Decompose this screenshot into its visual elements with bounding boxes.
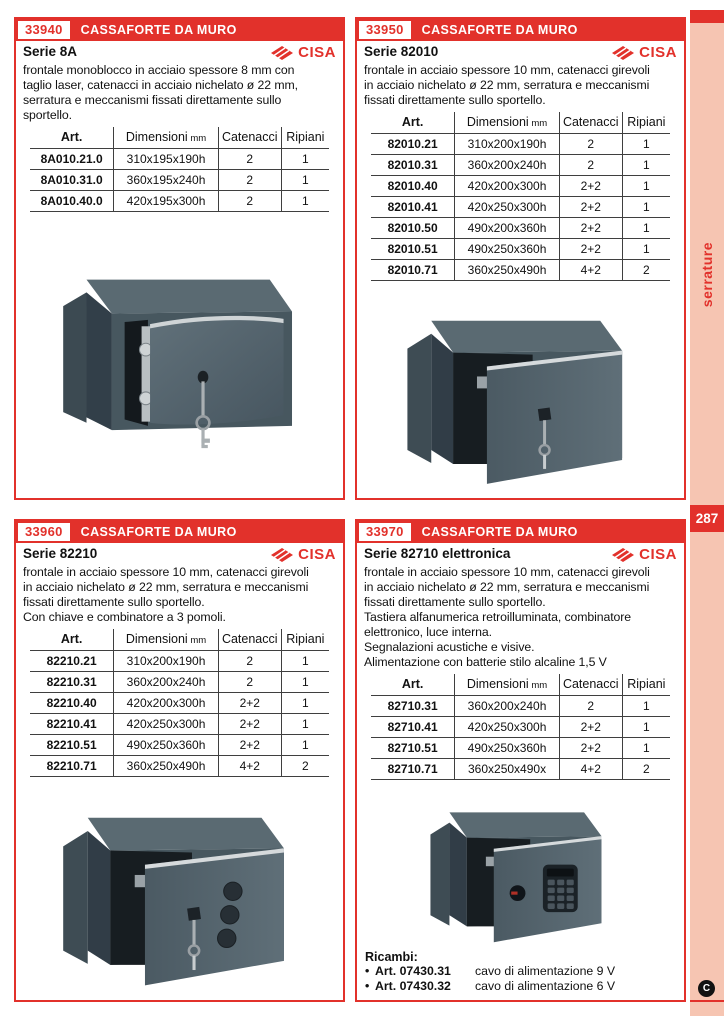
description — [23, 63, 336, 123]
panel-header — [16, 521, 343, 543]
description-line: taglio laser, catenacci in acciaio nichelato ø 22 mm, — [23, 78, 298, 92]
product-photo-closed-safe — [23, 214, 336, 495]
page-number-badge: 287 — [690, 505, 724, 532]
category-label — [690, 220, 724, 330]
ricambi-description: cavo di alimentazione 6 V — [475, 979, 616, 993]
description-line: frontale monoblocco in acciaio spessore 8 mm con — [23, 63, 295, 77]
table-header-row — [30, 127, 329, 148]
article-code: 82710.41 — [371, 716, 455, 737]
panel-title: CASSAFORTE DA MURO — [80, 525, 237, 539]
description-line: fissati direttamente sullo sportello. — [364, 93, 546, 107]
table-row — [371, 196, 670, 217]
column-header: Ripiani — [622, 112, 670, 133]
spec-cell: 4+2 — [559, 758, 622, 779]
spec-cell: 360x200x240h — [114, 671, 219, 692]
column-header: Ripiani — [622, 674, 670, 695]
column-header: Dimensioni mm — [114, 127, 219, 148]
catalog-code: 33940 — [18, 21, 70, 39]
article-code: 82010.31 — [371, 154, 455, 175]
article-code: 8A010.31.0 — [30, 169, 114, 190]
product-photo-open-safe — [364, 283, 677, 495]
table-row — [30, 755, 329, 776]
table-row — [30, 650, 329, 671]
spec-cell: 1 — [281, 169, 329, 190]
column-header: Art. — [30, 629, 114, 650]
panel-header — [357, 19, 684, 41]
article-code: 82210.71 — [30, 755, 114, 776]
article-code: 82010.51 — [371, 238, 455, 259]
description-line: serratura e meccanismi fissati direttamente sullo — [23, 93, 282, 107]
series-title: Serie 8A — [23, 44, 78, 59]
column-header: Art. — [371, 112, 455, 133]
spec-cell: 360x200x240h — [455, 154, 560, 175]
column-header: Ripiani — [281, 127, 329, 148]
description-line: in acciaio nichelato ø 22 mm, serratura e meccanismi — [23, 580, 309, 594]
column-header: Art. — [30, 127, 114, 148]
ricambi-title: Ricambi: — [365, 950, 418, 964]
table-row — [30, 671, 329, 692]
description-line: Con chiave e combinatore a 3 pomoli. — [23, 610, 226, 624]
panel-title: CASSAFORTE DA MURO — [421, 525, 578, 539]
spec-cell: 2 — [218, 650, 281, 671]
description-line: Tastiera alfanumerica retroilluminata, combinatore — [364, 610, 632, 624]
spec-cell: 420x200x300h — [455, 175, 560, 196]
article-code: 8A010.21.0 — [30, 148, 114, 169]
c-circle-logo-icon: C — [698, 980, 715, 997]
article-code: 82210.31 — [30, 671, 114, 692]
table-row — [371, 737, 670, 758]
ricambi-item — [365, 964, 676, 979]
table-row — [30, 692, 329, 713]
spec-cell: 2 — [622, 259, 670, 280]
safe-illustration-closed — [42, 222, 317, 486]
spec-cell: 310x200x190h — [114, 650, 219, 671]
spec-table — [30, 127, 329, 212]
table-header-row — [371, 112, 670, 133]
ricambi-article: Art. 07430.31 — [375, 964, 451, 978]
spec-cell: 1 — [281, 190, 329, 211]
category-tab-strip — [690, 10, 724, 1016]
article-code: 82210.41 — [30, 713, 114, 734]
cisa-logo — [611, 546, 677, 563]
bullet-icon: • — [365, 979, 370, 993]
article-code: 82210.51 — [30, 734, 114, 755]
article-code: 8A010.40.0 — [30, 190, 114, 211]
table-row — [30, 190, 329, 211]
table-row — [30, 734, 329, 755]
panel-title: CASSAFORTE DA MURO — [80, 23, 237, 37]
product-panel-33960 — [14, 519, 345, 1002]
spec-cell: 1 — [622, 737, 670, 758]
spec-cell: 490x250x360h — [455, 737, 560, 758]
spec-cell: 1 — [281, 734, 329, 755]
spec-cell: 420x195x300h — [114, 190, 219, 211]
spec-cell: 310x200x190h — [455, 133, 560, 154]
description-line: sportello. — [23, 108, 72, 122]
spec-cell: 360x200x240h — [455, 695, 560, 716]
spec-cell: 2 — [622, 758, 670, 779]
cisa-logo — [611, 44, 677, 61]
brand-name: CISA — [298, 44, 336, 61]
column-header: Catenacci — [559, 674, 622, 695]
series-title: Serie 82210 — [23, 546, 98, 561]
table-row — [371, 154, 670, 175]
table-row — [371, 259, 670, 280]
table-row — [371, 695, 670, 716]
spec-cell: 310x195x190h — [114, 148, 219, 169]
spec-cell: 2+2 — [218, 734, 281, 755]
article-code: 82010.21 — [371, 133, 455, 154]
spec-cell: 420x250x300h — [114, 713, 219, 734]
description — [364, 565, 677, 670]
column-header: Dimensioni mm — [455, 674, 560, 695]
ricambi-item — [365, 979, 676, 994]
cisa-diamond-icon — [270, 547, 294, 562]
spec-cell: 1 — [622, 133, 670, 154]
spec-cell: 2+2 — [559, 716, 622, 737]
panel-header — [357, 521, 684, 543]
column-header: Ripiani — [281, 629, 329, 650]
cisa-diamond-icon — [611, 45, 635, 60]
spec-cell: 2+2 — [559, 196, 622, 217]
cisa-diamond-icon — [611, 547, 635, 562]
spec-cell: 4+2 — [559, 259, 622, 280]
product-panel-33940 — [14, 17, 345, 500]
brand-name: CISA — [298, 546, 336, 563]
description — [364, 63, 677, 108]
product-panel-33970 — [355, 519, 686, 1002]
spec-cell: 2 — [218, 671, 281, 692]
spec-cell: 1 — [622, 217, 670, 238]
description-line: in acciaio nichelato ø 22 mm, serratura e meccanismi — [364, 78, 650, 92]
spec-cell: 360x250x490x — [455, 758, 560, 779]
spec-cell: 1 — [622, 154, 670, 175]
spec-cell: 490x250x360h — [455, 238, 560, 259]
article-code: 82010.71 — [371, 259, 455, 280]
safe-illustration-open — [383, 289, 658, 488]
spec-cell: 2 — [559, 133, 622, 154]
bullet-icon: • — [365, 964, 370, 978]
spec-cell: 2 — [281, 755, 329, 776]
series-title: Serie 82010 — [364, 44, 439, 59]
table-row — [30, 148, 329, 169]
spec-cell: 2 — [218, 148, 281, 169]
spec-cell: 420x250x300h — [455, 716, 560, 737]
series-title: Serie 82710 elettronica — [364, 546, 511, 561]
article-code: 82710.71 — [371, 758, 455, 779]
article-code: 82210.21 — [30, 650, 114, 671]
spec-cell: 2+2 — [218, 713, 281, 734]
cisa-logo — [270, 546, 336, 563]
description-line: fissati direttamente sullo sportello. — [364, 595, 546, 609]
ricambi-article: Art. 07430.32 — [375, 979, 451, 993]
spec-cell: 2+2 — [559, 217, 622, 238]
table-row — [371, 238, 670, 259]
description-line: frontale in acciaio spessore 10 mm, catenacci girevoli — [23, 565, 309, 579]
spec-cell: 1 — [281, 671, 329, 692]
spec-cell: 420x200x300h — [114, 692, 219, 713]
catalog-code: 33970 — [359, 523, 411, 541]
description-line: fissati direttamente sullo sportello. — [23, 595, 205, 609]
spec-cell: 2+2 — [559, 238, 622, 259]
product-panel-33950 — [355, 17, 686, 500]
description-line: Alimentazione con batterie stilo alcaline 1,5 V — [364, 655, 607, 669]
spec-cell: 4+2 — [218, 755, 281, 776]
safe-illustration-keypad — [383, 787, 658, 945]
spec-cell: 1 — [281, 148, 329, 169]
spec-cell: 1 — [622, 196, 670, 217]
spec-cell: 2 — [559, 154, 622, 175]
column-header: Catenacci — [218, 629, 281, 650]
spec-cell: 2+2 — [559, 175, 622, 196]
spec-table — [30, 629, 329, 777]
column-header: Dimensioni mm — [455, 112, 560, 133]
safe-illustration-knobs — [42, 785, 317, 989]
table-header-row — [30, 629, 329, 650]
table-row — [30, 713, 329, 734]
spec-cell: 1 — [281, 692, 329, 713]
spec-table — [371, 112, 670, 281]
spec-cell: 360x195x240h — [114, 169, 219, 190]
table-row — [30, 169, 329, 190]
column-header: Catenacci — [559, 112, 622, 133]
description-line: frontale in acciaio spessore 10 mm, catenacci girevoli — [364, 63, 650, 77]
article-code: 82210.40 — [30, 692, 114, 713]
description-line: in acciaio nichelato ø 22 mm, serratura e meccanismi — [364, 580, 650, 594]
description-line: Segnalazioni acustiche e visive. — [364, 640, 535, 654]
ricambi-section — [364, 950, 677, 996]
brand-name: CISA — [639, 546, 677, 563]
spec-cell: 420x250x300h — [455, 196, 560, 217]
column-header: Dimensioni mm — [114, 629, 219, 650]
spec-cell: 2+2 — [559, 737, 622, 758]
spec-cell: 2+2 — [218, 692, 281, 713]
brand-name: CISA — [639, 44, 677, 61]
product-photo-electronic-safe — [364, 782, 677, 951]
spec-cell: 1 — [622, 238, 670, 259]
article-code: 82010.41 — [371, 196, 455, 217]
ricambi-description: cavo di alimentazione 9 V — [475, 964, 616, 978]
cisa-diamond-icon — [270, 45, 294, 60]
catalog-code: 33950 — [359, 21, 411, 39]
panel-title: CASSAFORTE DA MURO — [421, 23, 578, 37]
column-header: Catenacci — [218, 127, 281, 148]
spec-cell: 490x250x360h — [114, 734, 219, 755]
product-photo-knob-safe — [23, 779, 336, 997]
spec-cell: 1 — [622, 716, 670, 737]
spec-cell: 2 — [218, 169, 281, 190]
column-header: Art. — [371, 674, 455, 695]
spec-cell: 360x250x490h — [114, 755, 219, 776]
description — [23, 565, 336, 625]
description-line: elettronico, luce interna. — [364, 625, 492, 639]
strip-top-cap — [690, 10, 724, 23]
spec-cell: 490x200x360h — [455, 217, 560, 238]
spec-cell: 1 — [622, 175, 670, 196]
description-line: frontale in acciaio spessore 10 mm, catenacci girevoli — [364, 565, 650, 579]
panel-header — [16, 19, 343, 41]
spec-cell: 2 — [559, 695, 622, 716]
table-row — [371, 217, 670, 238]
strip-bottom-line — [690, 1000, 724, 1002]
article-code: 82010.50 — [371, 217, 455, 238]
article-code: 82710.51 — [371, 737, 455, 758]
table-row — [371, 133, 670, 154]
spec-cell: 360x250x490h — [455, 259, 560, 280]
spec-table — [371, 674, 670, 780]
spec-cell: 1 — [281, 650, 329, 671]
spec-cell: 1 — [281, 713, 329, 734]
catalog-code: 33960 — [18, 523, 70, 541]
table-row — [371, 758, 670, 779]
article-code: 82010.40 — [371, 175, 455, 196]
table-row — [371, 175, 670, 196]
table-row — [371, 716, 670, 737]
table-header-row — [371, 674, 670, 695]
article-code: 82710.31 — [371, 695, 455, 716]
spec-cell: 1 — [622, 695, 670, 716]
spec-cell: 2 — [218, 190, 281, 211]
category-label-text: serrature — [699, 242, 715, 308]
cisa-logo — [270, 44, 336, 61]
